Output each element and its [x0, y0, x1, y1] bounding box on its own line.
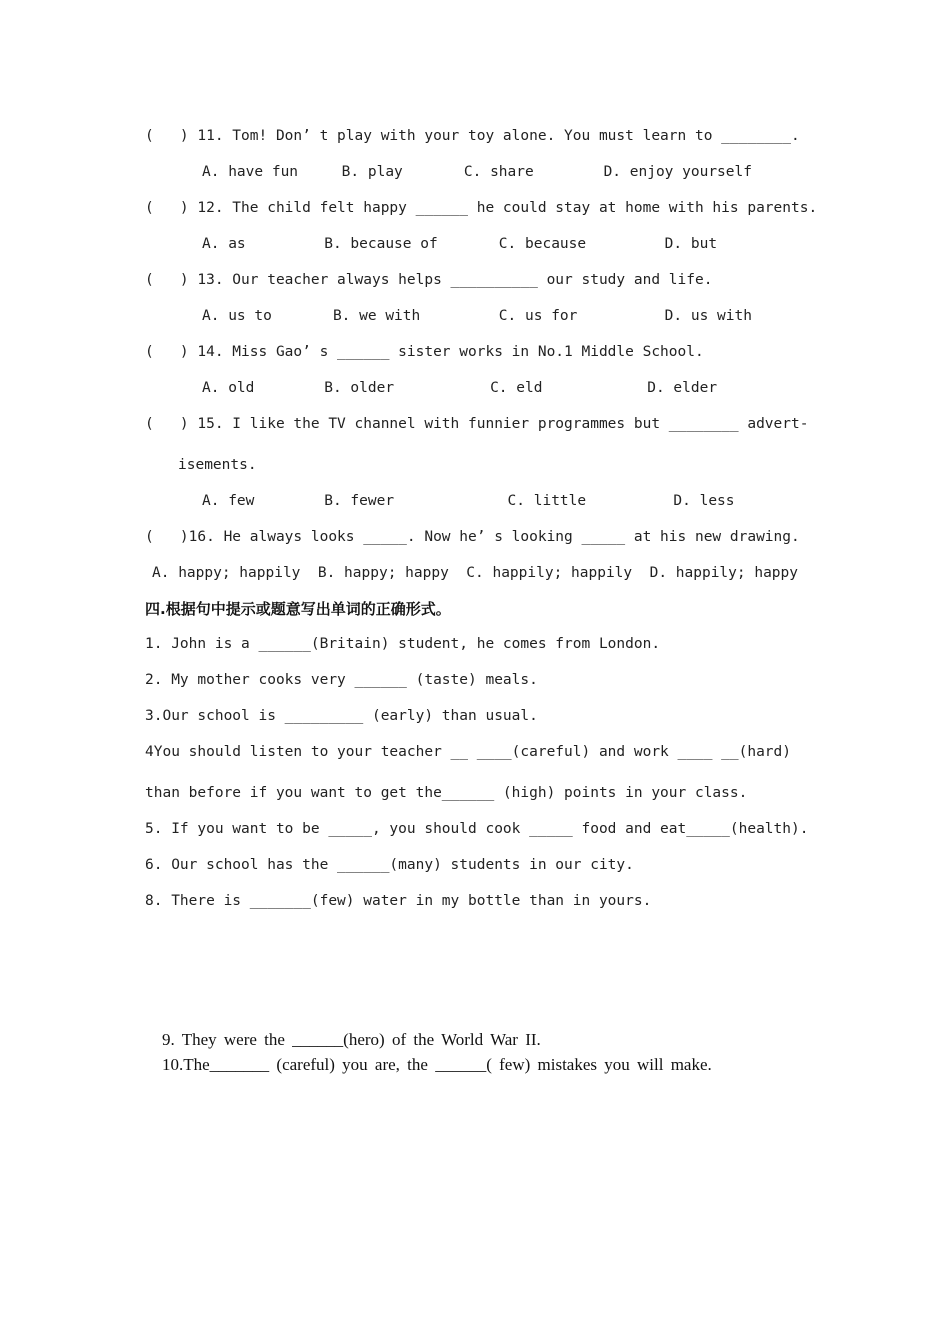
question-13: ( ) 13. Our teacher always helps __________ our study and life. — [145, 272, 713, 288]
fill-item-8: 8. There is _______(few) water in my bottle than in yours. — [145, 893, 652, 909]
question-16: ( )16. He always looks _____. Now he’ s looking _____ at his new drawing. — [145, 529, 800, 545]
question-14-options: A. old B. older C. eld D. elder — [202, 380, 718, 396]
question-15-options: A. few B. fewer C. little D. less — [202, 493, 735, 509]
fill-item-3: 3.Our school is _________ (early) than usual. — [145, 708, 538, 724]
fill-item-2: 2. My mother cooks very ______ (taste) meals. — [145, 672, 538, 688]
question-11-options: A. have fun B. play C. share D. enjoy yourself — [202, 164, 752, 180]
fill-item-10: 10.The_______ (careful) you are, the ______( few) mistakes you will make. — [162, 1055, 712, 1074]
question-15-line1: ( ) 15. I like the TV channel with funnier programmes but ________ advert- — [145, 416, 809, 432]
fill-item-1: 1. John is a ______(Britain) student, he comes from London. — [145, 636, 661, 652]
fill-item-9: 9. They were the ______(hero) of the World War II. — [162, 1030, 541, 1049]
question-11: ( ) 11. Tom! Don’ t play with your toy alone. You must learn to ________. — [145, 128, 800, 144]
fill-item-4-line1: 4You should listen to your teacher __ ____(careful) and work ____ __(hard) — [145, 744, 792, 760]
question-13-options: A. us to B. we with C. us for D. us with — [202, 308, 752, 324]
question-16-options: A. happy; happily B. happy; happy C. happily; happily D. happily; happy — [152, 565, 799, 581]
fill-item-4-line2: than before if you want to get the______ (high) points in your class. — [145, 785, 748, 801]
question-15-line2: isements. — [178, 457, 257, 473]
fill-item-5: 5. If you want to be _____, you should cook _____ food and eat_____(health). — [145, 821, 809, 837]
question-12: ( ) 12. The child felt happy ______ he could stay at home with his parents. — [145, 200, 818, 216]
question-14: ( ) 14. Miss Gao’ s ______ sister works in No.1 Middle School. — [145, 344, 704, 360]
section-4-heading: 四.根据句中提示或题意写出单词的正确形式。 — [145, 600, 451, 618]
fill-item-6: 6. Our school has the ______(many) students in our city. — [145, 857, 634, 873]
question-12-options: A. as B. because of C. because D. but — [202, 236, 718, 252]
